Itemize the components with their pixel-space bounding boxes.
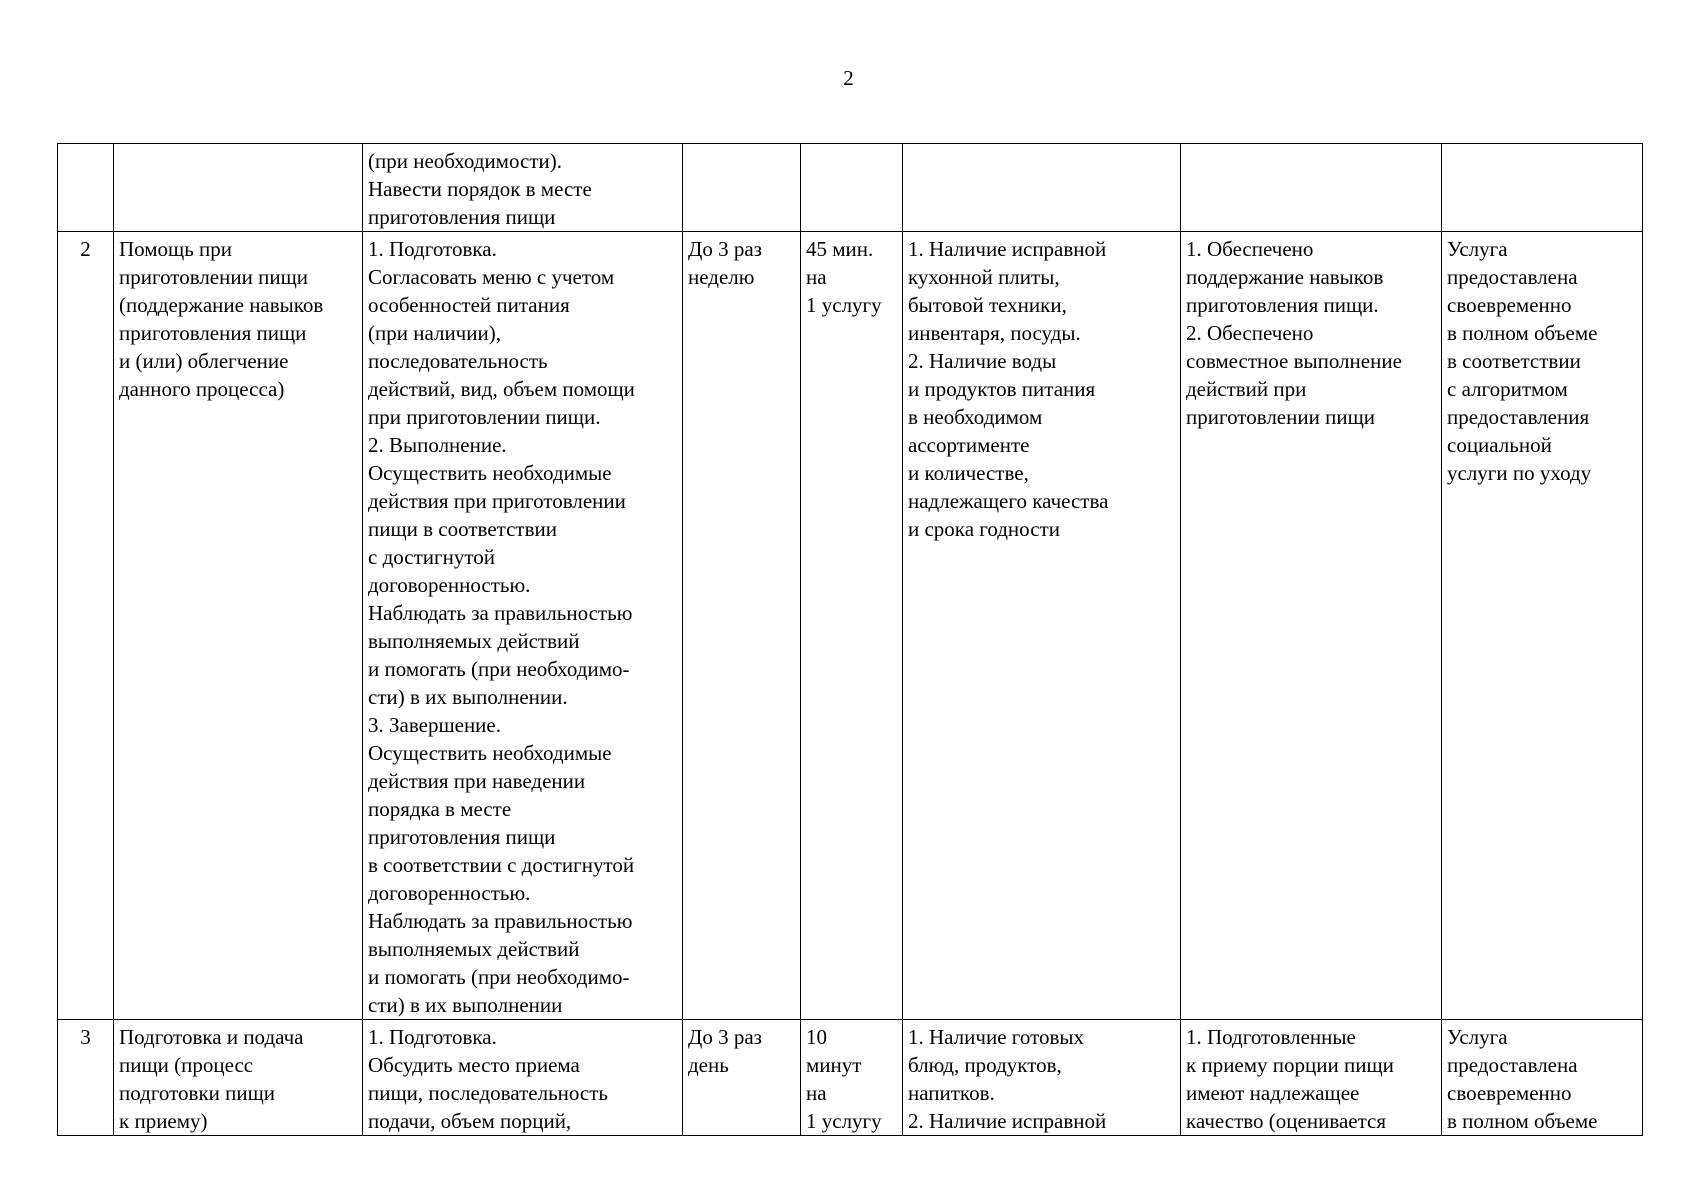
cell-conditions xyxy=(903,144,1181,232)
cell-evaluation xyxy=(1442,232,1643,1020)
cell-line: действий при xyxy=(1186,377,1307,401)
cell-line: 45 мин. xyxy=(806,237,874,261)
cell-line: подготовки пищи xyxy=(119,1081,276,1105)
services-table xyxy=(57,143,1643,1136)
cell-line: Осуществить необходимые xyxy=(368,461,612,485)
cell-line: 1. Обеспечено xyxy=(1186,237,1314,261)
cell-line: До 3 раз xyxy=(688,1025,762,1049)
cell-results xyxy=(1181,232,1442,1020)
cell-line: инвентаря, посуды. xyxy=(908,321,1081,345)
cell-frequency xyxy=(683,232,801,1020)
cell-num: 2 xyxy=(58,232,114,1020)
cell-line: минут xyxy=(806,1053,862,1077)
cell-line: подачи, объем порций, xyxy=(368,1109,572,1133)
cell-duration xyxy=(801,232,903,1020)
cell-line: пищи (процесс xyxy=(119,1053,254,1077)
cell-line: приготовления пищи. xyxy=(1186,293,1379,317)
cell-line: Согласовать меню с учетом xyxy=(368,265,615,289)
cell-content xyxy=(363,1020,683,1136)
cell-line: Подготовка и подача xyxy=(119,1025,304,1049)
cell-name xyxy=(114,232,363,1020)
cell-line: в полном объеме xyxy=(1447,321,1598,345)
cell-line: (при наличии), xyxy=(368,321,501,345)
cell-results xyxy=(1181,144,1442,232)
cell-line: 1. Наличие готовых xyxy=(908,1025,1084,1049)
cell-line: сти) в их выполнении xyxy=(368,993,563,1017)
cell-line: 1 услугу xyxy=(806,1109,882,1133)
cell-line: и помогать (при необходимо- xyxy=(368,965,630,989)
cell-content xyxy=(363,232,683,1020)
cell-line: к приему) xyxy=(119,1109,208,1133)
cell-line: приготовления пищи xyxy=(368,825,556,849)
cell-line: (поддержание навыков xyxy=(119,293,324,317)
cell-line: совместное выполнение xyxy=(1186,349,1402,373)
cell-name xyxy=(114,144,363,232)
cell-line: 1. Подготовка. xyxy=(368,1025,497,1049)
cell-line: 2. Обеспечено xyxy=(1186,321,1314,345)
cell-num xyxy=(58,144,114,232)
cell-line: особенностей питания xyxy=(368,293,570,317)
cell-line: в полном объеме xyxy=(1447,1109,1598,1133)
cell-num: 3 xyxy=(58,1020,114,1136)
cell-line: на xyxy=(806,265,827,289)
cell-line: поддержание навыков xyxy=(1186,265,1384,289)
cell-line: предоставления xyxy=(1447,405,1590,429)
cell-line: последовательность xyxy=(368,349,548,373)
cell-line: Осуществить необходимые xyxy=(368,741,612,765)
cell-line: 1 услугу xyxy=(806,293,882,317)
cell-line: 3. Завершение. xyxy=(368,713,501,737)
cell-line: Обсудить место приема xyxy=(368,1053,580,1077)
cell-line: договоренностью. xyxy=(368,881,531,905)
cell-line: блюд, продуктов, xyxy=(908,1053,1062,1077)
cell-line: приготовления пищи xyxy=(119,321,307,345)
cell-line: порядка в месте xyxy=(368,797,512,821)
cell-line: До 3 раз xyxy=(688,237,762,261)
cell-line: в соответствии с достигнутой xyxy=(368,853,635,877)
cell-line: качество (оценивается xyxy=(1186,1109,1387,1133)
cell-line: Помощь при xyxy=(119,237,233,261)
cell-content xyxy=(363,144,683,232)
cell-line: своевременно xyxy=(1447,1081,1572,1105)
cell-line: с алгоритмом xyxy=(1447,377,1568,401)
cell-line: выполняемых действий xyxy=(368,629,580,653)
cell-line: при приготовлении пищи. xyxy=(368,405,601,429)
cell-line: выполняемых действий xyxy=(368,937,580,961)
cell-line: 1. Подготовленные xyxy=(1186,1025,1356,1049)
cell-line: Услуга xyxy=(1447,1025,1508,1049)
cell-line: приготовлении пищи xyxy=(1186,405,1375,429)
cell-line: приготовлении пищи xyxy=(119,265,308,289)
cell-line: в необходимом xyxy=(908,405,1043,429)
cell-line: пищи, последовательность xyxy=(368,1081,608,1105)
cell-line: с достигнутой xyxy=(368,545,496,569)
cell-evaluation xyxy=(1442,1020,1643,1136)
cell-line: ассортименте xyxy=(908,433,1030,457)
cell-line: 2. Наличие воды xyxy=(908,349,1057,373)
cell-line: 2. Выполнение. xyxy=(368,433,507,457)
cell-line: и количестве, xyxy=(908,461,1029,485)
cell-line: договоренностью. xyxy=(368,573,531,597)
cell-line: в соответствии xyxy=(1447,349,1581,373)
cell-frequency xyxy=(683,1020,801,1136)
cell-line: на xyxy=(806,1081,827,1105)
cell-line: предоставлена xyxy=(1447,1053,1578,1077)
table-row xyxy=(58,1020,1643,1136)
table-row xyxy=(58,232,1643,1020)
cell-line: 2. Наличие исправной xyxy=(908,1109,1107,1133)
cell-line: предоставлена xyxy=(1447,265,1578,289)
cell-line: действия при наведении xyxy=(368,769,586,793)
cell-line: приготовления пищи xyxy=(368,205,556,229)
cell-line: пищи в соответствии xyxy=(368,517,557,541)
cell-duration xyxy=(801,144,903,232)
cell-evaluation xyxy=(1442,144,1643,232)
cell-conditions xyxy=(903,1020,1181,1136)
cell-line: социальной xyxy=(1447,433,1552,457)
cell-line: Наблюдать за правильностью xyxy=(368,909,633,933)
cell-line: действия при приготовлении xyxy=(368,489,626,513)
cell-results xyxy=(1181,1020,1442,1136)
cell-line: день xyxy=(688,1053,729,1077)
cell-duration xyxy=(801,1020,903,1136)
table-row xyxy=(58,144,1643,232)
cell-line: Услуга xyxy=(1447,237,1508,261)
cell-line: кухонной плиты, xyxy=(908,265,1060,289)
cell-line: услуги по уходу xyxy=(1447,461,1592,485)
cell-line: сти) в их выполнении. xyxy=(368,685,568,709)
cell-line: своевременно xyxy=(1447,293,1572,317)
cell-line: напитков. xyxy=(908,1081,995,1105)
cell-line: имеют надлежащее xyxy=(1186,1081,1360,1105)
cell-line: и (или) облегчение xyxy=(119,349,289,373)
cell-line: 10 xyxy=(806,1025,827,1049)
cell-line: и срока годности xyxy=(908,517,1060,541)
cell-line: неделю xyxy=(688,265,755,289)
cell-line: Навести порядок в месте xyxy=(368,177,592,201)
cell-frequency xyxy=(683,144,801,232)
cell-name xyxy=(114,1020,363,1136)
page-number: 2 xyxy=(843,66,854,90)
cell-line: и продуктов питания xyxy=(908,377,1096,401)
cell-line: надлежащего качества xyxy=(908,489,1109,513)
cell-line: Наблюдать за правильностью xyxy=(368,601,633,625)
cell-line: и помогать (при необходимо- xyxy=(368,657,630,681)
cell-line: бытовой техники, xyxy=(908,293,1067,317)
cell-line: (при необходимости). xyxy=(368,149,562,173)
cell-line: данного процесса) xyxy=(119,377,285,401)
cell-line: 1. Наличие исправной xyxy=(908,237,1107,261)
cell-line: действий, вид, объем помощи xyxy=(368,377,635,401)
cell-conditions xyxy=(903,232,1181,1020)
cell-line: 1. Подготовка. xyxy=(368,237,497,261)
cell-line: к приему порции пищи xyxy=(1186,1053,1394,1077)
